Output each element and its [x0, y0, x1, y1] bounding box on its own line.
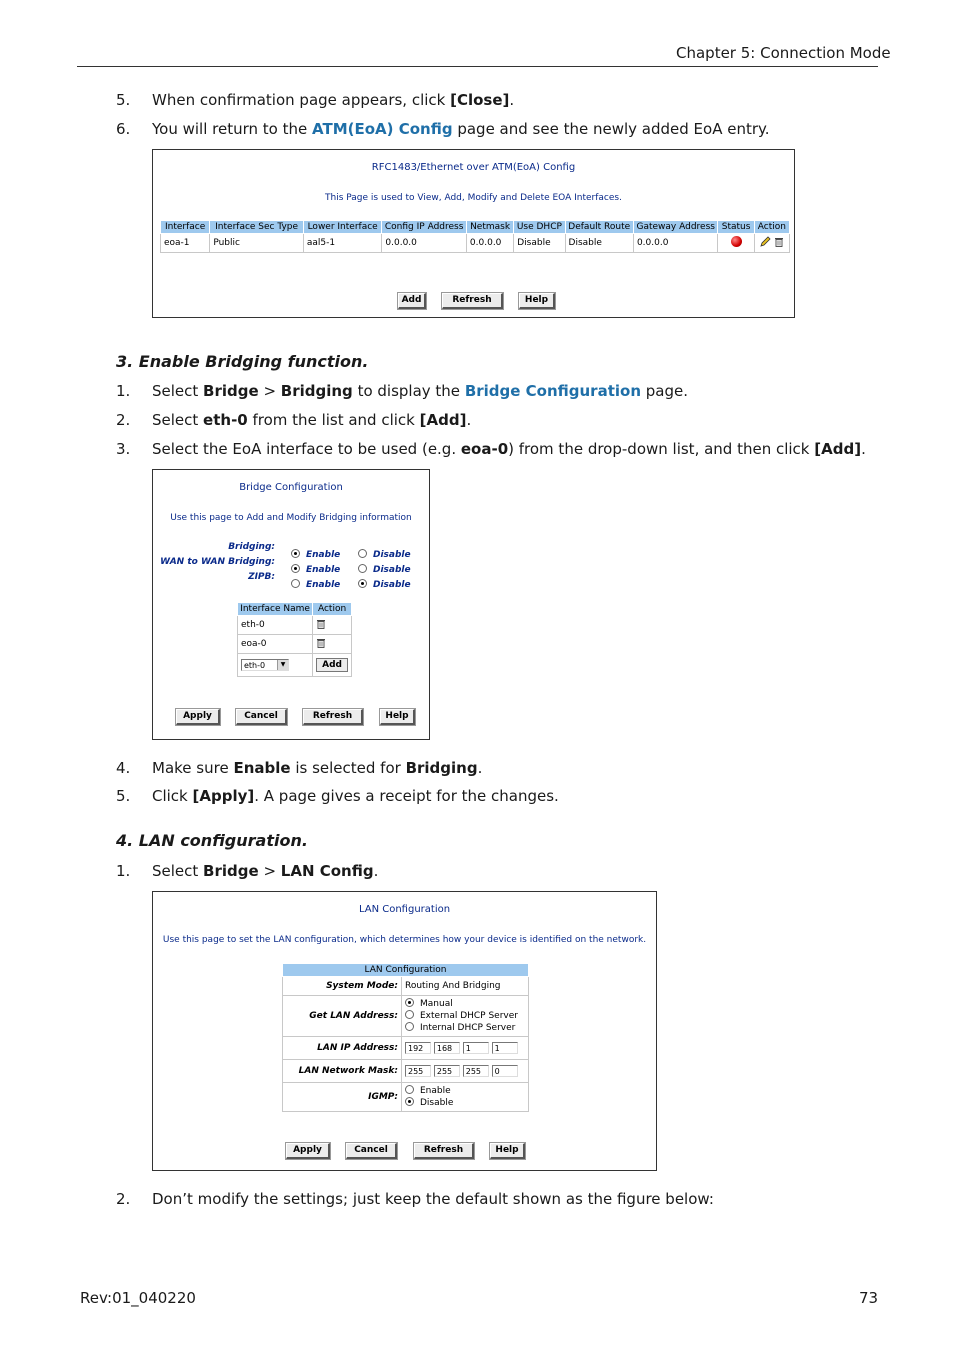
- status-cell: [718, 234, 754, 253]
- lan-table-head: LAN Configuration: [283, 964, 529, 977]
- eoa-config-screenshot: [152, 149, 795, 318]
- col-default-route: Default Route: [565, 221, 633, 234]
- help-button[interactable]: Help: [519, 293, 555, 309]
- lan-title: LAN Configuration: [358, 904, 451, 915]
- wan-bridging-disable-radio[interactable]: Disable: [358, 557, 411, 576]
- mask-octet-3-input[interactable]: 255: [463, 1065, 489, 1077]
- table-row: IGMP: Enable Disable: [283, 1083, 529, 1112]
- wan-bridging-enable-radio[interactable]: Enable: [291, 557, 340, 576]
- help-button[interactable]: Help: [490, 1143, 525, 1159]
- external-dhcp-radio[interactable]: External DHCP Server: [405, 1010, 525, 1022]
- bridging-enable-radio[interactable]: Enable: [291, 542, 340, 561]
- col-netmask: Netmask: [466, 221, 513, 234]
- table-row: eth-0: [238, 616, 352, 635]
- col-dhcp: Use DHCP: [514, 221, 565, 234]
- lan-desc: Use this page to set the LAN configuration, which determines how your device is identified on the network.: [162, 935, 647, 945]
- table-row: Get LAN Address: Manual External DHCP Server Internal DHCP Server: [283, 996, 529, 1037]
- bridging-disable-radio[interactable]: Disable: [358, 542, 411, 561]
- refresh-button[interactable]: Refresh: [303, 709, 363, 725]
- ip-octet-4-input[interactable]: 1: [492, 1042, 518, 1054]
- interface-select[interactable]: eth-0 ▼: [241, 659, 289, 671]
- delete-trash-icon[interactable]: [316, 637, 326, 648]
- table-row: System Mode: Routing And Bridging: [283, 977, 529, 996]
- section-3-title: 3. Enable Bridging function.: [116, 352, 369, 371]
- refresh-button[interactable]: Refresh: [442, 293, 503, 309]
- mask-octet-4-input[interactable]: 0: [492, 1065, 518, 1077]
- table-row: eoa-0: [238, 635, 352, 654]
- col-sec-type: Interface Sec Type: [210, 221, 304, 234]
- col-interface-name: Interface Name: [238, 603, 313, 616]
- bridge-title: Bridge Configuration: [239, 482, 343, 493]
- step-close: 5. When confirmation page appears, click [Close].: [116, 91, 515, 109]
- cancel-button[interactable]: Cancel: [236, 709, 287, 725]
- table-row: eoa-1 Public aal5-1 0.0.0.0 0.0.0.0 Disable Disable 0.0.0.0: [161, 234, 790, 253]
- eoa-table-header: [161, 221, 790, 234]
- igmp-enable-radio[interactable]: Enable: [405, 1085, 525, 1097]
- zipb-row: ZIPB: Enable Disable: [248, 572, 411, 590]
- mask-octet-1-input[interactable]: 255: [405, 1065, 431, 1077]
- step-click-apply: 5. Click [Apply]. A page gives a receipt for the changes.: [116, 787, 559, 805]
- eoa-title: RFC1483/Ethernet over ATM(EoA) Config: [371, 162, 576, 173]
- wan-bridging-row: WAN to WAN Bridging: Enable Disable: [160, 557, 411, 575]
- bridging-row: Bridging: Enable Disable: [228, 542, 411, 560]
- zipb-disable-radio[interactable]: Disable: [358, 572, 411, 591]
- table-row: LAN Network Mask: 255 255 255 0: [283, 1060, 529, 1083]
- eoa-table: [160, 220, 790, 253]
- bridge-config-screenshot: [152, 469, 430, 740]
- refresh-button[interactable]: Refresh: [414, 1143, 474, 1159]
- col-gateway: Gateway Address: [633, 221, 718, 234]
- page-number: 73: [859, 1289, 879, 1307]
- col-status: Status: [718, 221, 754, 234]
- delete-trash-icon[interactable]: [774, 236, 784, 247]
- col-interface: Interface: [161, 221, 210, 234]
- status-red-icon: [731, 236, 742, 247]
- eoa-desc: This Page is used to View, Add, Modify and Delete EOA Interfaces.: [325, 193, 622, 203]
- bridge-iface-table: [237, 602, 352, 677]
- apply-button[interactable]: Apply: [176, 709, 220, 725]
- col-action: Action: [754, 221, 789, 234]
- col-action: Action: [313, 603, 352, 616]
- manual-radio[interactable]: Manual: [405, 998, 525, 1010]
- add-button[interactable]: Add: [398, 293, 426, 309]
- chapter-header: Chapter 5: Connection Mode: [676, 44, 891, 62]
- edit-pencil-icon[interactable]: [760, 236, 771, 247]
- step-return: 6. You will return to the ATM(EoA) Config page and see the newly added EoA entry.: [116, 120, 770, 138]
- header-rule: [77, 66, 878, 67]
- step-select-eth0: 2. Select eth-0 from the list and click [Add].: [116, 411, 472, 429]
- step-select-bridging: 1. Select Bridge > Bridging to display the Bridge Configuration page.: [116, 382, 688, 400]
- internal-dhcp-radio[interactable]: Internal DHCP Server: [405, 1022, 525, 1034]
- add-interface-button[interactable]: Add: [316, 658, 348, 672]
- section-4-title: 4. LAN configuration.: [116, 831, 308, 850]
- ip-octet-3-input[interactable]: 1: [463, 1042, 489, 1054]
- atm-eoa-config-link[interactable]: ATM(EoA) Config: [312, 120, 453, 138]
- action-cell: [754, 234, 789, 253]
- col-lower-iface: Lower Interface: [303, 221, 381, 234]
- bridge-desc: Use this page to Add and Modify Bridging information: [170, 513, 412, 523]
- table-row: LAN IP Address: 192 168 1 1: [283, 1037, 529, 1060]
- cancel-button[interactable]: Cancel: [346, 1143, 397, 1159]
- help-button[interactable]: Help: [380, 709, 415, 725]
- mask-octet-2-input[interactable]: 255: [434, 1065, 460, 1077]
- table-row: [238, 654, 352, 677]
- bridge-configuration-link[interactable]: Bridge Configuration: [464, 382, 641, 400]
- step-dont-modify: 2. Don’t modify the settings; just keep the default shown as the figure below:: [116, 1190, 714, 1208]
- ip-octet-1-input[interactable]: 192: [405, 1042, 431, 1054]
- apply-button[interactable]: Apply: [286, 1143, 330, 1159]
- ip-octet-2-input[interactable]: 168: [434, 1042, 460, 1054]
- chevron-down-icon: ▼: [277, 660, 288, 670]
- revision-label: Rev:01_040220: [80, 1289, 196, 1307]
- igmp-disable-radio[interactable]: Disable: [405, 1097, 525, 1109]
- lan-config-screenshot: [152, 891, 657, 1171]
- step-make-sure-enable: 4. Make sure Enable is selected for Bridging.: [116, 759, 483, 777]
- lan-table: [282, 963, 529, 1112]
- step-select-eoa: 3. Select the EoA interface to be used (e.g. eoa-0) from the drop-down list, and then click [Add].: [116, 440, 866, 458]
- delete-trash-icon[interactable]: [316, 618, 326, 629]
- col-config-ip: Config IP Address: [382, 221, 467, 234]
- zipb-enable-radio[interactable]: Enable: [291, 572, 340, 591]
- bridging-options: [153, 542, 431, 590]
- step-select-lan-config: 1. Select Bridge > LAN Config.: [116, 862, 379, 880]
